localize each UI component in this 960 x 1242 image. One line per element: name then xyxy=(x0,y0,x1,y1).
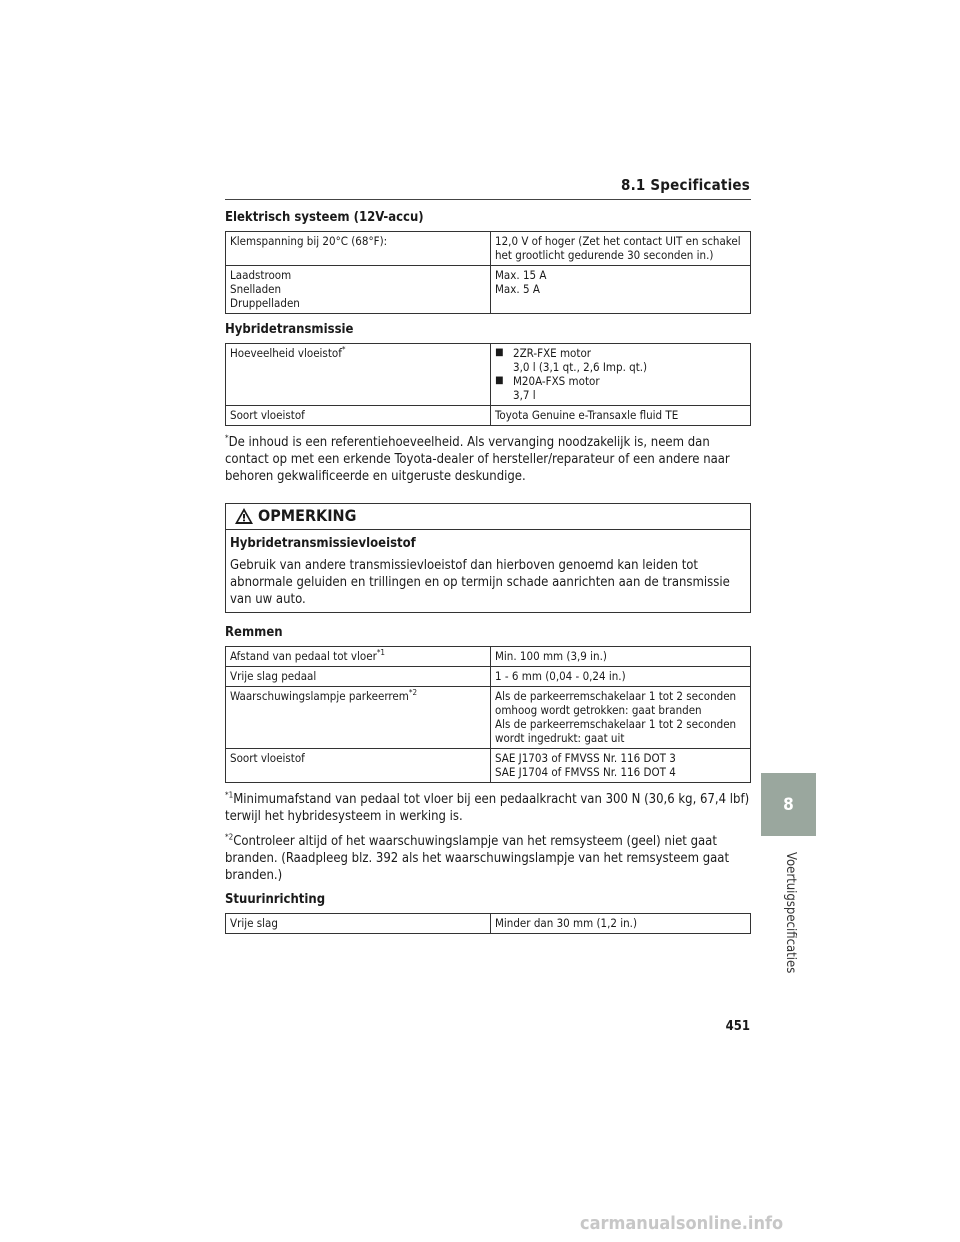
section-header-title: 8.1 Specificaties xyxy=(620,176,750,194)
bullet-detail: 3,0 l (3,1 qt., 2,6 Imp. qt.) xyxy=(513,360,648,374)
spec-key: Soort vloeistof xyxy=(226,406,491,426)
spec-key xyxy=(226,687,491,749)
notice-heading: OPMERKING xyxy=(258,506,357,525)
footnote-text: Controleer altijd of het waarschuwingslampje van het remsysteem (geel) niet gaat branden. (Raadpleeg blz. 392 als het waarschuwingslampje van het remsysteem gaat branden.) xyxy=(225,834,730,883)
spec-key-line: Snelladen xyxy=(230,282,282,296)
header-divider xyxy=(225,199,751,200)
spec-key: Klemspanning bij 20°C (68°F): xyxy=(226,232,491,266)
footnote-marker: *1 xyxy=(225,790,234,800)
spec-value xyxy=(491,687,751,749)
notice-header xyxy=(226,504,750,530)
spec-value xyxy=(491,266,751,314)
hybrid-section-title: Hybridetransmissie xyxy=(225,322,354,337)
footnote-text: De inhoud is een referentiehoeveelheid. Als vervanging noodzakelijk is, neem dan contact op met een erkende Toyota-dealer of hersteller/reparateur of een andere naar behoren gekwalificeerde en uitgeruste deskundige. xyxy=(225,435,730,484)
bullet-detail: 3,7 l xyxy=(513,388,536,402)
spec-key: Vrije slag xyxy=(226,914,491,934)
table-row xyxy=(226,647,751,667)
chapter-number: 8 xyxy=(783,794,794,815)
table-row xyxy=(226,406,751,426)
bullet-item: ■ M20A-FXS motor xyxy=(495,374,746,388)
spec-key xyxy=(226,344,491,406)
hybrid-spec-table xyxy=(225,343,751,426)
spec-key xyxy=(226,647,491,667)
footnote-marker: *1 xyxy=(376,648,386,658)
spec-value: Min. 100 mm (3,9 in.) xyxy=(491,647,751,667)
spec-value-line: Max. 15 A xyxy=(495,268,547,282)
steering-section-title: Stuurinrichting xyxy=(225,892,326,907)
footnote-marker: *2 xyxy=(408,688,418,698)
spec-key-text: Hoeveelheid vloeistof xyxy=(230,346,342,360)
spec-value-line: SAE J1703 of FMVSS Nr. 116 DOT 3 xyxy=(495,751,676,765)
electrical-spec-table xyxy=(225,231,751,314)
footnote-marker: * xyxy=(225,433,229,443)
spec-value: Toyota Genuine e-Transaxle fluid TE xyxy=(491,406,751,426)
footnote-text: Minimumafstand van pedaal tot vloer bij een pedaalkracht van 300 N (30,6 kg, 67,4 lbf) terwijl het hybridesysteem in werking is. xyxy=(225,792,750,824)
table-row xyxy=(226,266,751,314)
brakes-section-title: Remmen xyxy=(225,625,283,640)
electrical-section-title: Elektrisch systeem (12V-accu) xyxy=(225,210,424,225)
table-row xyxy=(226,914,751,934)
steering-spec-table xyxy=(225,913,751,934)
page-content xyxy=(225,210,751,942)
spec-value: 1 - 6 mm (0,04 - 0,24 in.) xyxy=(491,667,751,687)
table-row xyxy=(226,344,751,406)
spec-value-line: SAE J1704 of FMVSS Nr. 116 DOT 4 xyxy=(495,765,676,779)
spec-value: Minder dan 30 mm (1,2 in.) xyxy=(491,914,751,934)
chapter-tab[interactable] xyxy=(761,773,816,836)
spec-key-text: Waarschuwingslampje parkeerrem xyxy=(230,689,409,703)
spec-value-line: Als de parkeerremschakelaar 1 tot 2 seconden wordt ingedrukt: gaat uit xyxy=(495,717,737,745)
notice-subtitle: Hybridetransmissievloeistof xyxy=(230,536,416,551)
table-row xyxy=(226,749,751,783)
bullet-item: ■ 2ZR-FXE motor xyxy=(495,346,746,360)
spec-value-line: Als de parkeerremschakelaar 1 tot 2 seconden omhoog wordt getrokken: gaat branden xyxy=(495,689,737,717)
footnote-marker: * xyxy=(341,345,346,355)
table-row xyxy=(226,687,751,749)
brakes-footnote-1 xyxy=(225,791,751,825)
spec-key-text: Afstand van pedaal tot vloer xyxy=(230,649,377,663)
brakes-footnote-2 xyxy=(225,833,751,884)
spec-value: 12,0 V of hoger (Zet het contact UIT en schakel het grootlicht gedurende 30 seconden in.) xyxy=(491,232,751,266)
footnote-marker: *2 xyxy=(225,832,234,842)
table-row xyxy=(226,667,751,687)
page-number: 451 xyxy=(725,1019,750,1034)
spec-value xyxy=(491,749,751,783)
spec-key-line: Laadstroom xyxy=(230,268,292,282)
watermark: carmanualsonline.info xyxy=(580,1213,784,1234)
spec-value-line: Max. 5 A xyxy=(495,282,540,296)
spec-key-line: Druppelladen xyxy=(230,296,300,310)
spec-key xyxy=(226,266,491,314)
warning-triangle-icon xyxy=(234,507,254,525)
brakes-spec-table xyxy=(225,646,751,783)
spec-key: Vrije slag pedaal xyxy=(226,667,491,687)
notice-text: Gebruik van andere transmissievloeistof dan hierboven genoemd kan leiden tot abnormale geluiden en trillingen en op termijn schade aanrichten aan de transmissie van uw auto. xyxy=(230,558,730,607)
spec-key: Soort vloeistof xyxy=(226,749,491,783)
notice-box xyxy=(225,503,751,613)
table-row xyxy=(226,232,751,266)
spec-value xyxy=(491,344,751,406)
chapter-label: Voertuigspecificaties xyxy=(783,852,798,974)
notice-body xyxy=(226,530,750,612)
hybrid-footnote xyxy=(225,434,751,485)
